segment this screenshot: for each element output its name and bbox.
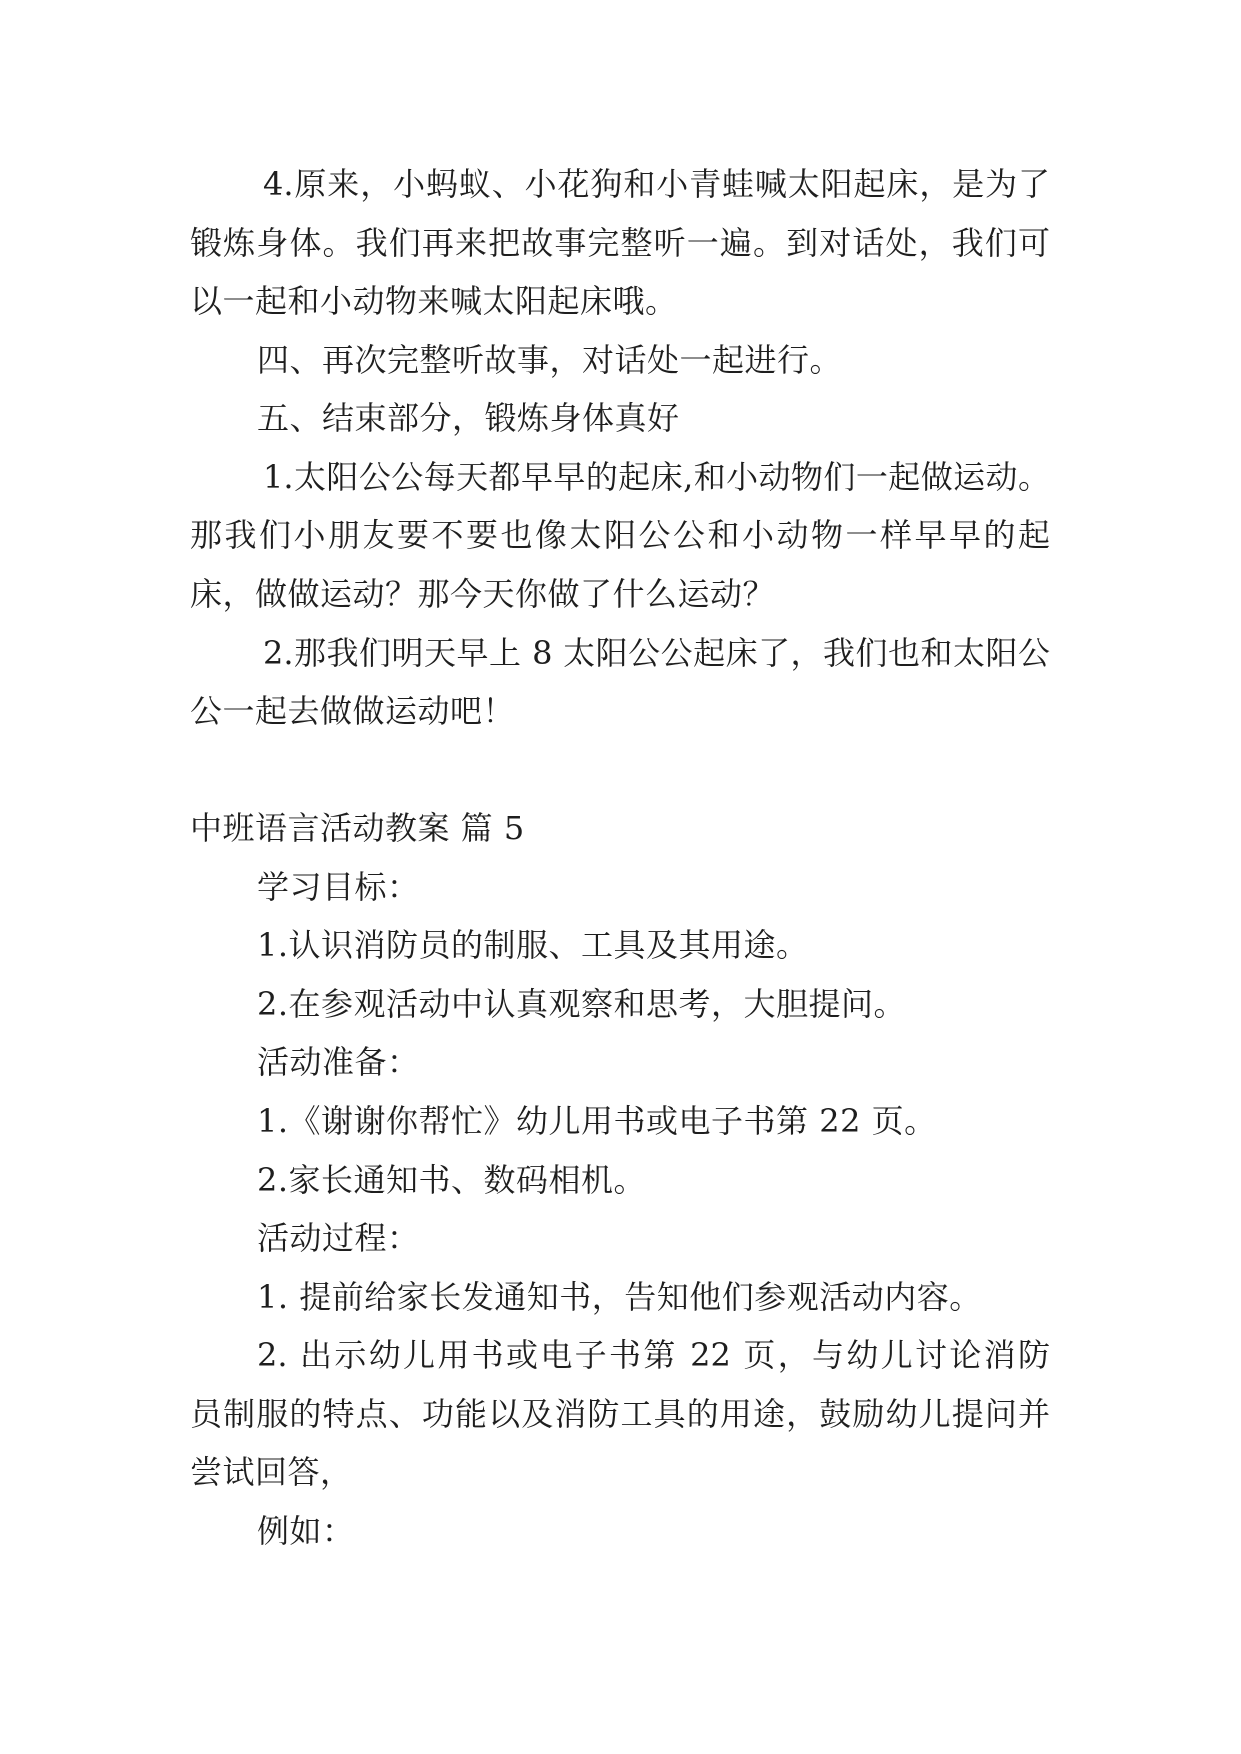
process-item2-line: 尝试回答，: [190, 1453, 353, 1492]
process-item2-line: 2. 出示幼儿用书或电子书第 22 页，与幼儿讨论消防: [257, 1336, 1050, 1375]
blank-line: [190, 741, 1050, 800]
goal-item: 1.认识消防员的制服、工具及其用途。: [257, 926, 809, 965]
section-five-heading: 五、结束部分，锻炼身体真好: [257, 399, 680, 438]
lesson-title: 中班语言活动教案 篇 5: [190, 809, 525, 848]
story-step4-line: 以一起和小动物来喊太阳起床哦。: [190, 282, 678, 321]
prep-heading: 活动准备：: [257, 1043, 420, 1082]
story-step4-line: 4.原来，小蚂蚁、小花狗和小青蛙喊太阳起床，是为了: [263, 165, 1050, 203]
goals-heading: 学习目标：: [257, 867, 420, 906]
example-label: 例如：: [257, 1511, 355, 1550]
section-five-item1-line: 那我们小朋友要不要也像太阳公公和小动物一样早早的起: [190, 516, 1050, 555]
document-page-body: [190, 155, 1050, 1561]
section-five-item2-line: 2.那我们明天早上 8 太阳公公起床了，我们也和太阳公: [263, 633, 1050, 672]
story-step4-line: 锻炼身体。我们再来把故事完整听一遍。到对话处，我们可: [190, 223, 1050, 262]
section-five-item1-line: 床，做做运动？那今天你做了什么运动？: [190, 574, 776, 613]
process-heading: 活动过程：: [257, 1219, 420, 1258]
process-item2-line: 员制服的特点、功能以及消防工具的用途，鼓励幼儿提问并: [190, 1394, 1050, 1433]
section-five-item1-line: 1.太阳公公每天都早早的起床,和小动物们一起做运动。: [263, 457, 1050, 496]
process-item1: 1. 提前给家长发通知书，告知他们参观活动内容。: [257, 1277, 982, 1316]
prep-item: 2.家长通知书、数码相机。: [257, 1160, 647, 1199]
goal-item: 2.在参观活动中认真观察和思考，大胆提问。: [257, 984, 907, 1023]
section-five-item2-line: 公一起去做做运动吧！: [190, 692, 516, 731]
prep-item: 1.《谢谢你帮忙》幼儿用书或电子书第 22 页。: [257, 1102, 937, 1140]
section-four-heading: 四、再次完整听故事，对话处一起进行。: [257, 340, 843, 379]
